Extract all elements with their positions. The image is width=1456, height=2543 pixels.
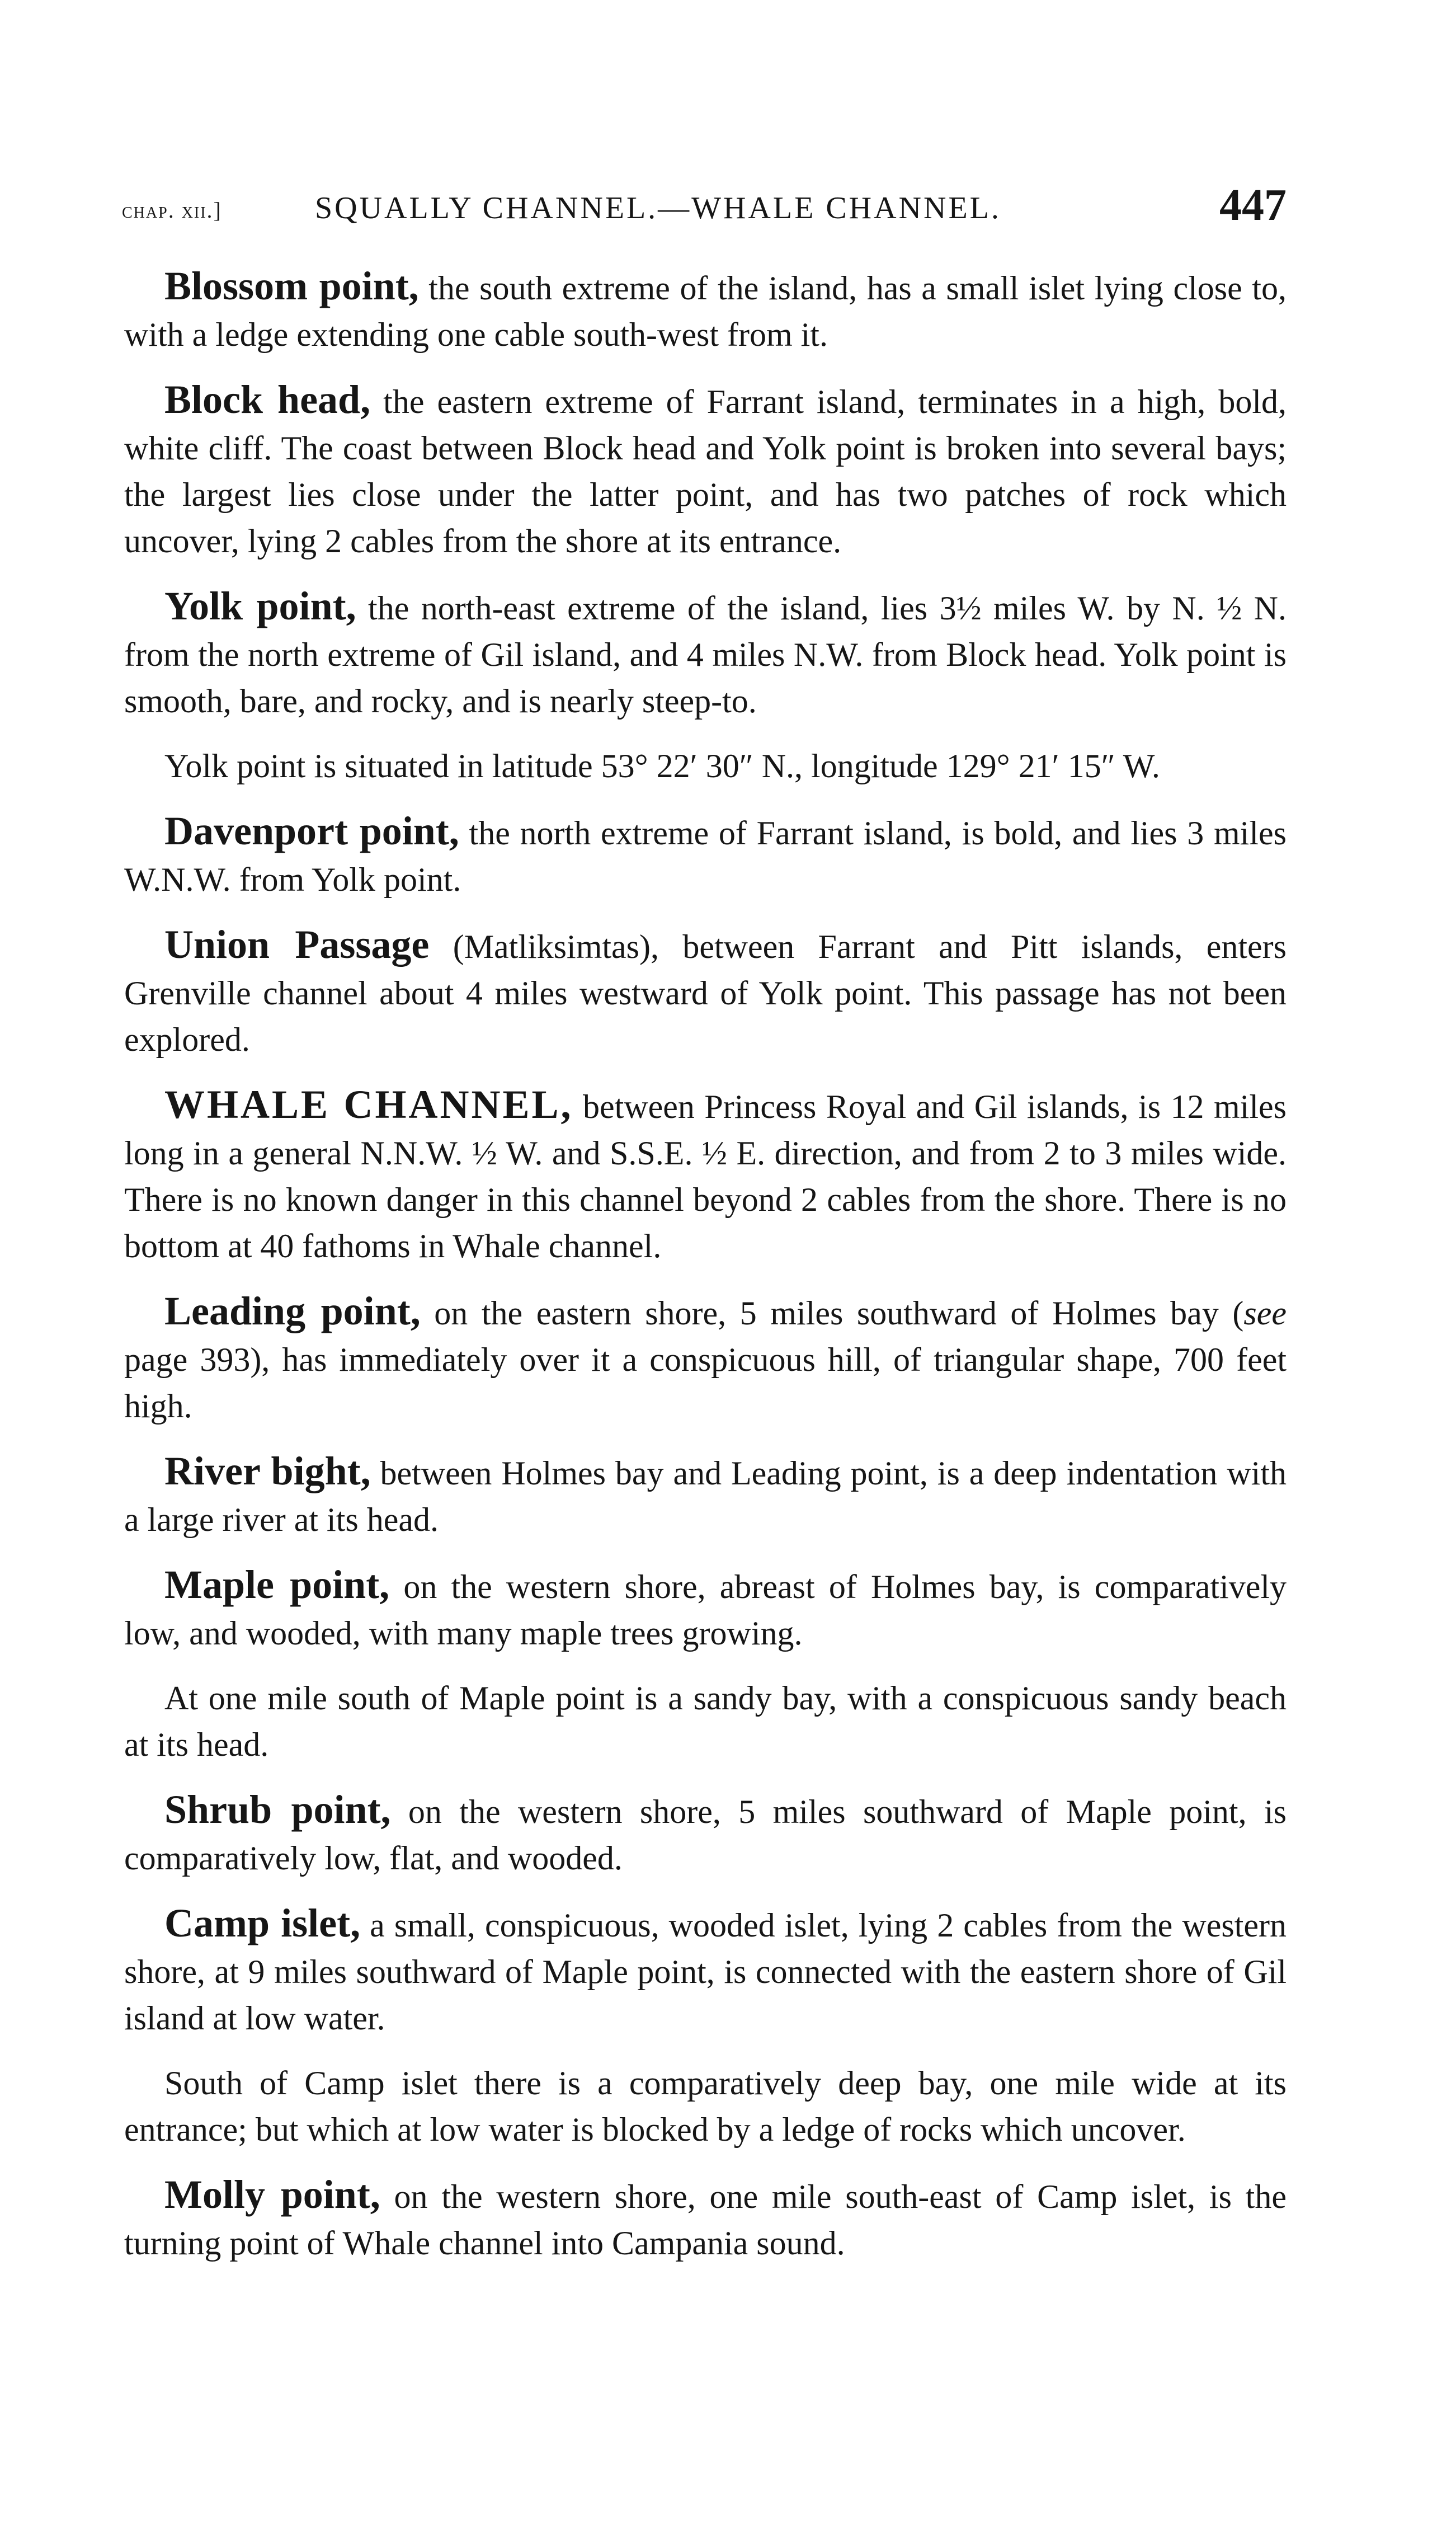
term-shrub-point: Shrub point, <box>164 1787 391 1832</box>
term-union-passage: Union Passage <box>164 922 430 967</box>
paragraph-river-bight <box>124 1448 1287 1543</box>
paragraph-union-passage <box>124 922 1287 1063</box>
paragraph-text: page 393), has immediately over it a conspicuous hill, of triangular shape, 700 feet high. <box>124 1341 1287 1425</box>
paragraph-text: South of Camp islet there is a comparatively deep bay, one mile wide at its entrance; but which at low water is blocked by a ledge of rocks which uncover. <box>124 2065 1287 2148</box>
term-whale-channel: WHALE CHANNEL, <box>164 1082 573 1127</box>
paragraph-text: on the western shore, abreast of Holmes bay, is comparatively low, and wooded, with many maple trees growing. <box>124 1568 1287 1652</box>
term-blossom-point: Blossom point, <box>164 264 419 308</box>
paragraph-text: on the western shore, 5 miles southward of Maple point, is comparatively low, flat, and wooded. <box>124 1793 1287 1877</box>
paragraph-text: between Holmes bay and Leading point, is a deep indentation with a large river at its head. <box>124 1455 1287 1538</box>
paragraph-sandy-bay <box>124 1675 1287 1768</box>
paragraph-text: on the eastern shore, 5 miles southward of Holmes bay ( <box>420 1295 1244 1332</box>
italic-see: see <box>1243 1295 1287 1332</box>
paragraph-yolk-point <box>124 583 1287 725</box>
paragraph-text: a small, conspicuous, wooded islet, lying 2 cables from the western shore, at 9 miles southward of Maple point, is connected with the eastern shore of Gil island at low water. <box>124 1907 1287 2037</box>
term-leading-point: Leading point, <box>164 1289 421 1333</box>
term-maple-point: Maple point, <box>164 1562 390 1607</box>
term-camp-islet: Camp islet, <box>164 1901 361 1945</box>
paragraph-text: (Matliksimtas), between Farrant and Pitt islands, enters Grenville channel about 4 miles westward of Yolk point. This passage has not been explored. <box>124 928 1287 1058</box>
term-yolk-point: Yolk point, <box>164 584 356 628</box>
paragraph-text: on the western shore, one mile south-east of Camp islet, is the turning point of Whale channel into Campania sound. <box>124 2178 1287 2262</box>
running-title: SQUALLY CHANNEL.—WHALE CHANNEL. <box>315 191 1001 225</box>
paragraph-text: At one mile south of Maple point is a sandy bay, with a conspicuous sandy beach at its head. <box>124 1680 1287 1763</box>
paragraph-shrub-point <box>124 1787 1287 1882</box>
paragraph-text: the north-east extreme of the island, lies 3½ miles W. by N. ½ N. from the north extreme of Gil island, and 4 miles N.W. from Block head. Yolk point is smooth, bare, and rocky, and is nearly steep-to. <box>124 590 1287 720</box>
page-number: 447 <box>1219 181 1287 230</box>
page-body <box>124 263 1287 2285</box>
paragraph-text: between Princess Royal and Gil islands, is 12 miles long in a general N.N.W. ½ W. and S.S.E. ½ E. direction, and from 2 to 3 miles wide. There is no known danger in this channel beyond 2 cables from the shore. There is no bottom at 40 fathoms in Whale channel. <box>124 1088 1287 1265</box>
term-davenport-point: Davenport point, <box>164 809 459 853</box>
term-river-bight: River bight, <box>164 1449 371 1493</box>
paragraph-molly-point <box>124 2171 1287 2267</box>
paragraph-yolk-position <box>124 743 1287 789</box>
running-header <box>122 180 1287 242</box>
paragraph-text: the south extreme of the island, has a small islet lying close to, with a ledge extending one cable south-west from it. <box>124 270 1287 353</box>
paragraph-text: Yolk point is situated in latitude 53° 22′ 30″ N., longitude 129° 21′ 15″ W. <box>164 748 1160 784</box>
paragraph-south-of-camp-islet <box>124 2060 1287 2153</box>
paragraph-camp-islet <box>124 1900 1287 2042</box>
paragraph-whale-channel <box>124 1082 1287 1270</box>
paragraph-blossom-point <box>124 263 1287 358</box>
paragraph-davenport-point <box>124 808 1287 903</box>
paragraph-text: the north extreme of Farrant island, is bold, and lies 3 miles W.N.W. from Yolk point. <box>124 815 1287 898</box>
term-block-head: Block head, <box>164 377 371 422</box>
paragraph-maple-point <box>124 1562 1287 1657</box>
term-molly-point: Molly point, <box>164 2172 380 2217</box>
paragraph-block-head <box>124 377 1287 565</box>
paragraph-leading-point <box>124 1288 1287 1430</box>
paragraph-text: the eastern extreme of Farrant island, terminates in a high, bold, white cliff. The coast between Block head and Yolk point is broken into several bays; the largest lies close under the latter point, and has two patches of rock which uncover, lying 2 cables from the shore at its entrance. <box>124 383 1287 560</box>
chapter-label: chap. xii.] <box>122 198 222 223</box>
